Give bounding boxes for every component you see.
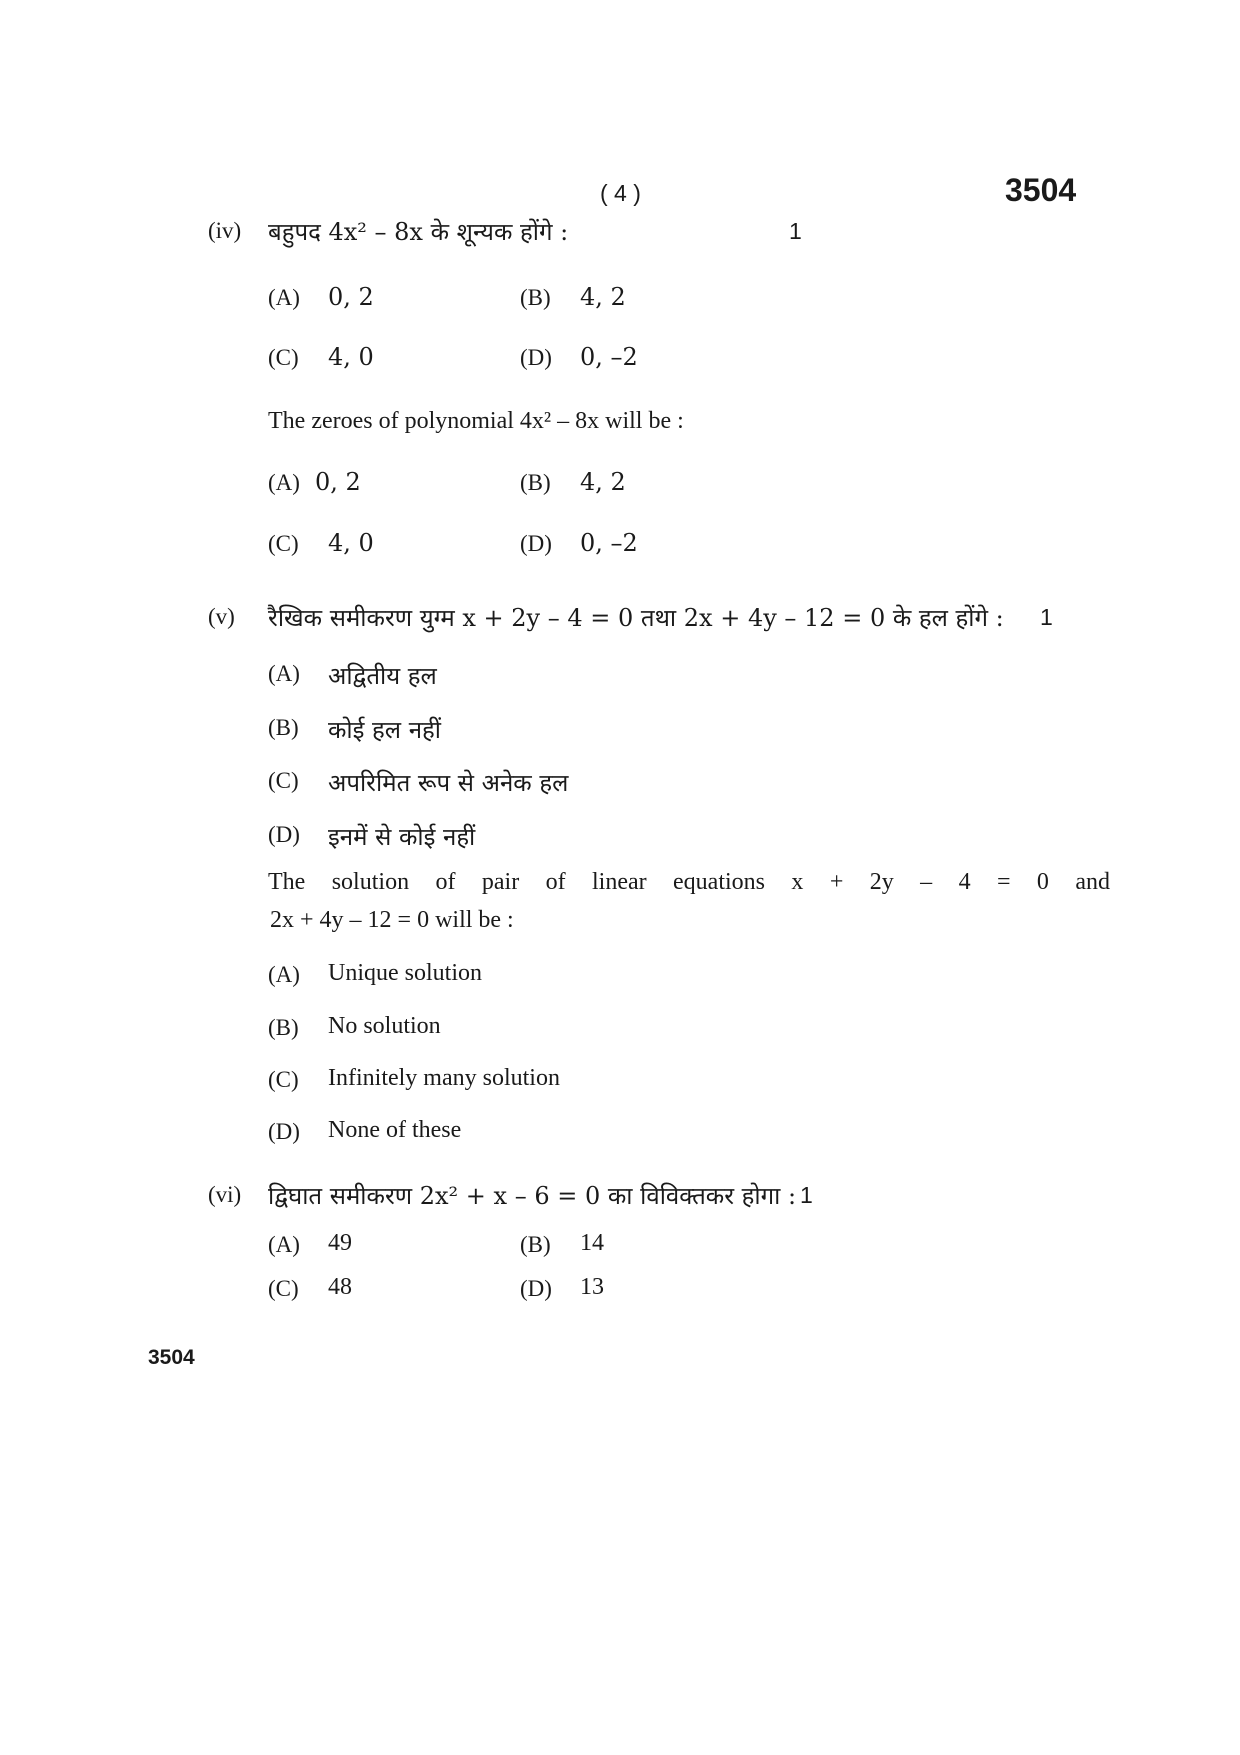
option-text: 13 bbox=[580, 1274, 604, 1300]
option-text: 0, –2 bbox=[580, 343, 638, 371]
footer-paper-code: 3504 bbox=[148, 1346, 195, 1369]
option-text: 0, 2 bbox=[315, 468, 361, 496]
question-marks: 1 bbox=[800, 1182, 813, 1208]
question-text-english-line1: The solution of pair of linear equations x + 2y – 4 = 0 and bbox=[268, 869, 1110, 895]
question-text-english-line2: 2x + 4y – 12 = 0 will be : bbox=[270, 907, 514, 933]
option-label: (A) bbox=[268, 962, 300, 987]
option-label: (D) bbox=[520, 1276, 552, 1301]
option-label: (C) bbox=[268, 1276, 299, 1301]
option-label: (D) bbox=[268, 822, 300, 847]
option-text: 0, –2 bbox=[580, 529, 638, 557]
option-text: अपरिमित रूप से अनेक हल bbox=[328, 769, 569, 797]
question-text-hindi: रैखिक समीकरण युग्म x + 2y – 4 = 0 तथा 2x + 4y – 12 = 0 के हल होंगे : bbox=[268, 604, 1004, 632]
option-label: (D) bbox=[520, 345, 552, 370]
question-marks: 1 bbox=[1040, 604, 1053, 630]
option-label: (A) bbox=[268, 285, 300, 310]
option-text: 14 bbox=[580, 1230, 604, 1256]
question-text-english: The zeroes of polynomial 4x² – 8x will be : bbox=[268, 408, 684, 434]
option-text: अद्वितीय हल bbox=[328, 662, 437, 690]
option-text: 4, 0 bbox=[328, 343, 374, 371]
option-label: (B) bbox=[520, 470, 551, 495]
option-label: (C) bbox=[268, 768, 299, 793]
option-text: Infinitely many solution bbox=[328, 1065, 560, 1091]
option-label: (C) bbox=[268, 345, 299, 370]
option-label: (C) bbox=[268, 531, 299, 556]
option-label: (A) bbox=[268, 470, 300, 495]
question-text-hindi: द्विघात समीकरण 2x² + x – 6 = 0 का विविक्तकर होगा : bbox=[268, 1182, 797, 1210]
page-number: ( 4 ) bbox=[600, 180, 641, 206]
option-label: (B) bbox=[268, 1015, 299, 1040]
option-text: कोई हल नहीं bbox=[328, 716, 441, 744]
option-text: 4, 2 bbox=[580, 283, 626, 311]
option-text: 4, 2 bbox=[580, 468, 626, 496]
option-text: 49 bbox=[328, 1230, 352, 1256]
option-text: Unique solution bbox=[328, 960, 482, 986]
question-number: (vi) bbox=[208, 1182, 242, 1207]
option-label: (C) bbox=[268, 1067, 299, 1092]
option-label: (A) bbox=[268, 1232, 300, 1257]
option-text: None of these bbox=[328, 1117, 462, 1143]
option-label: (B) bbox=[520, 285, 551, 310]
option-label: (B) bbox=[268, 715, 299, 740]
option-text: इनमें से कोई नहीं bbox=[328, 823, 476, 851]
option-label: (B) bbox=[520, 1232, 551, 1257]
question-marks: 1 bbox=[789, 218, 802, 244]
paper-code: 3504 bbox=[1005, 172, 1077, 208]
option-text: 48 bbox=[328, 1274, 352, 1300]
option-label: (D) bbox=[268, 1119, 300, 1144]
option-text: No solution bbox=[328, 1013, 441, 1039]
option-text: 4, 0 bbox=[328, 529, 374, 557]
option-label: (D) bbox=[520, 531, 552, 556]
question-number: (iv) bbox=[208, 218, 242, 243]
question-text-hindi: बहुपद 4x² – 8x के शून्यक होंगे : bbox=[268, 218, 569, 246]
question-number: (v) bbox=[208, 604, 235, 629]
option-text: 0, 2 bbox=[328, 283, 374, 311]
option-label: (A) bbox=[268, 661, 300, 686]
